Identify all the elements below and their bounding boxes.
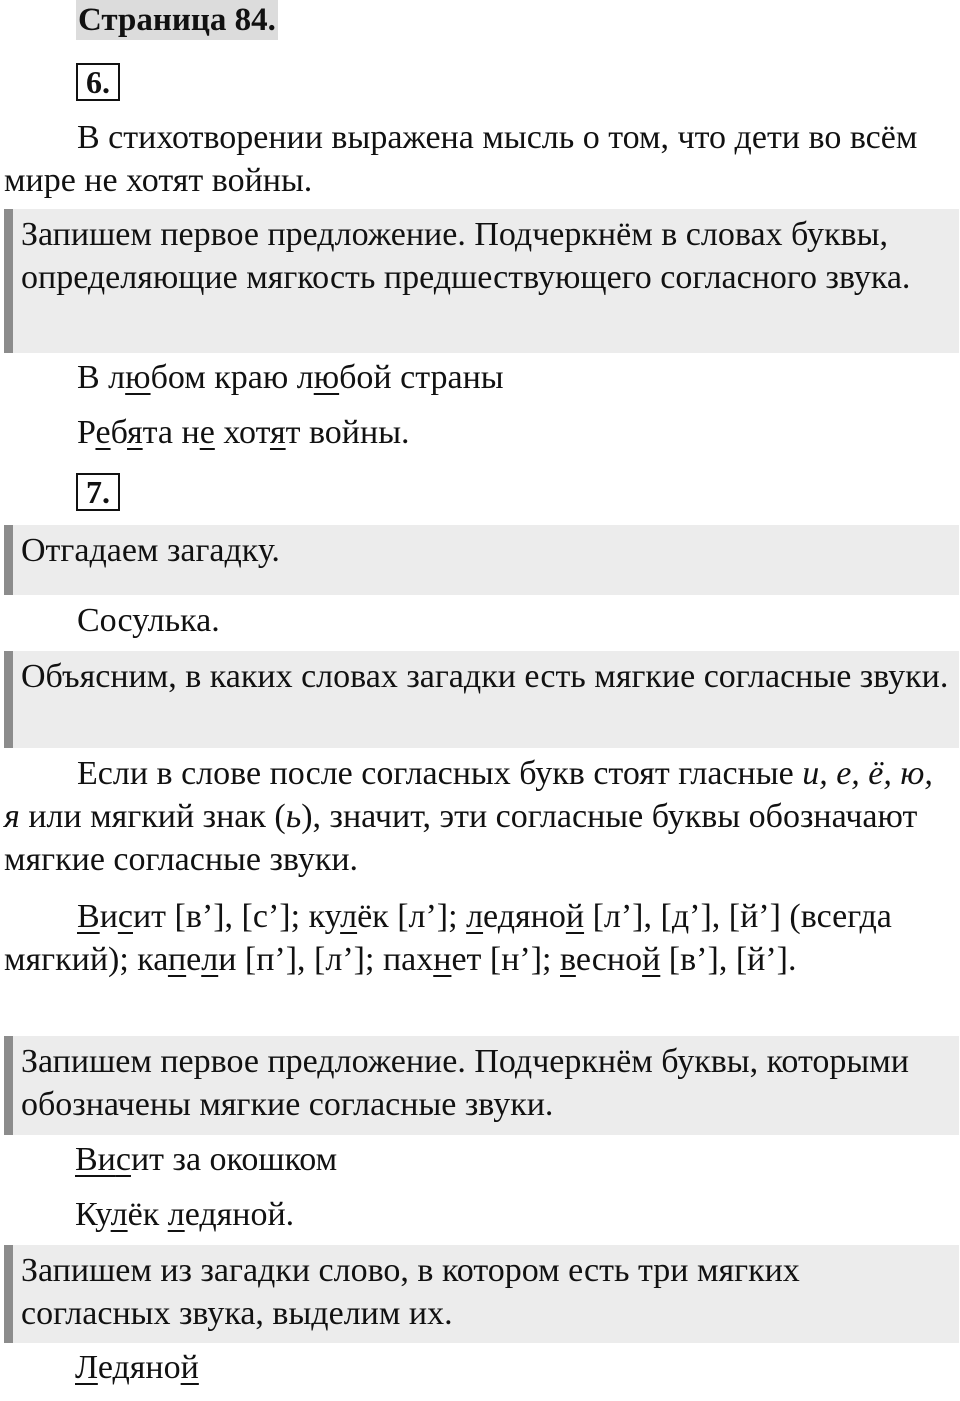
instruction-text: Отгадаем загадку. bbox=[21, 532, 280, 569]
instruction-note bbox=[4, 1245, 959, 1343]
task6-answer: В стихотворении выражена мысль о том, что дети во всём мире не хотят войны. bbox=[4, 119, 918, 199]
soft-consonants-list: Висит [в’], [с’]; кулёк [л’]; ледяной [л’], [д’], [й’] (всегда мягкий); капели [п’], [л’]; пахнет [н’]; весной [в’], [й’]. bbox=[4, 898, 892, 978]
instruction-note bbox=[4, 525, 959, 595]
instruction-text: Запишем из загадки слово, в котором есть три мягких согласных звука, выделим их. bbox=[21, 1252, 800, 1332]
instruction-text: Запишем первое предложение. Подчеркнём буквы, которыми обозначены мягкие согласные звуки. bbox=[21, 1043, 909, 1123]
poem-line-1: В любом краю любой страны bbox=[77, 359, 504, 396]
task-number-6: 6. bbox=[76, 63, 120, 101]
instruction-note bbox=[4, 209, 959, 353]
riddle-answer: Сосулька. bbox=[77, 602, 220, 639]
instruction-note bbox=[4, 1036, 959, 1135]
page-title: Страница 84. bbox=[78, 2, 276, 38]
rule-paragraph: Если в слове после согласных букв стоят гласные и, е, ё, ю, я или мягкий знак (ь), значит, эти согласные буквы обозначают мягкие согласные звуки. bbox=[4, 755, 933, 878]
instruction-text: Объясним, в каких словах загадки есть мягкие согласные звуки. bbox=[21, 658, 949, 695]
instruction-text: Запишем первое предложение. Подчеркнём в словах буквы, определяющие мягкость предшествующего согласного звука. bbox=[21, 216, 911, 296]
riddle-line-1: Висит за окошком bbox=[75, 1141, 338, 1178]
instruction-note bbox=[4, 651, 959, 748]
poem-line-2: Ребята не хотят войны. bbox=[77, 414, 410, 451]
riddle-line-2: Кулёк ледяной. bbox=[75, 1196, 295, 1233]
task-number-7: 7. bbox=[76, 473, 120, 511]
three-soft-sounds-word: Ледяной bbox=[75, 1349, 199, 1386]
